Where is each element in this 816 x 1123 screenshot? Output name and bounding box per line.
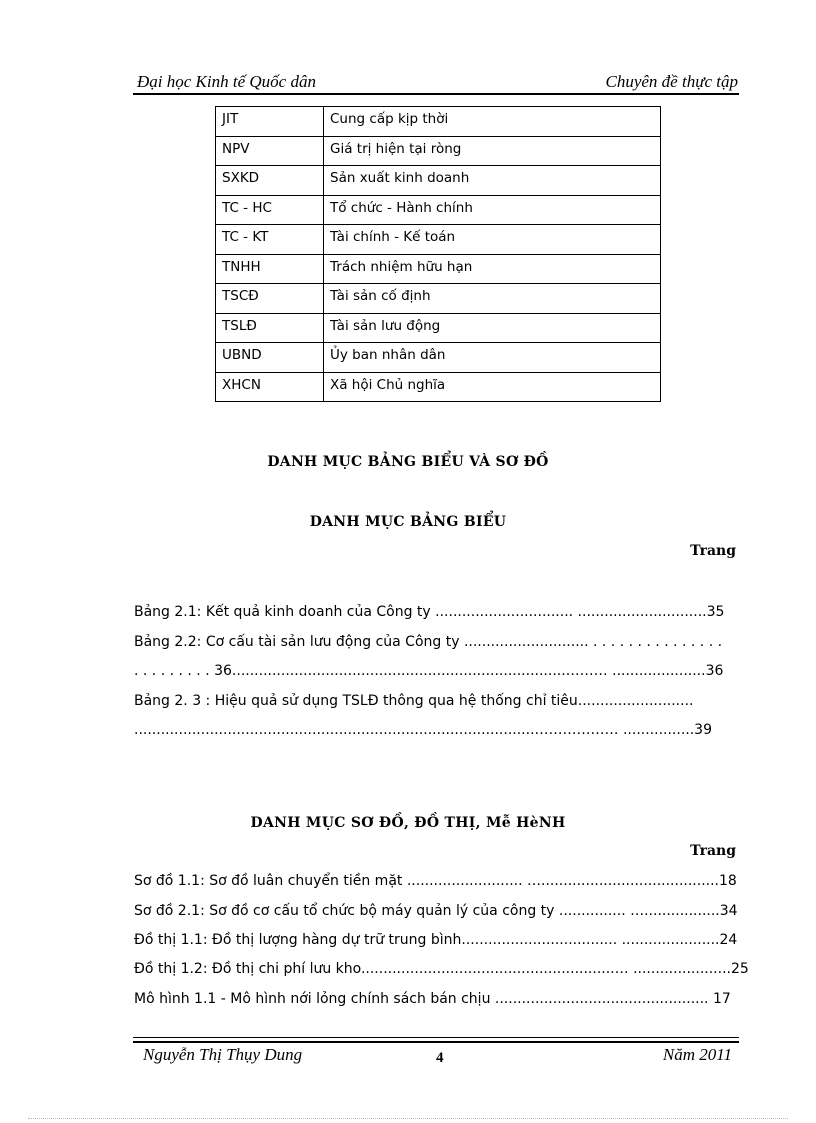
abbr-meaning: Trách nhiệm hữu hạn [324, 254, 661, 284]
table-row [216, 225, 661, 255]
toc-entry-graph-1-2: Đồ thị 1.2: Đồ thị chi phí lưu kho.........................................................… ......................25 [134, 961, 749, 977]
toc-entry-diagram-1-1: Sơ đồ 1.1: Sơ đồ luân chuyển tiền mặt .......................... …........................................18 [134, 873, 737, 889]
footer-page-number: 4 [436, 1050, 444, 1066]
abbr-code: TNHH [216, 254, 324, 284]
toc-entry-graph-1-1: Đồ thị 1.1: Đồ thị lượng hàng dự trữ trung bình................................... ......................24 [134, 932, 738, 948]
abbr-code: UBND [216, 343, 324, 373]
abbr-code: TSCĐ [216, 284, 324, 314]
table-row [216, 254, 661, 284]
table-row [216, 372, 661, 402]
abbr-meaning: Giá trị hiện tại ròng [324, 136, 661, 166]
abbr-meaning: Sản xuất kinh doanh [324, 166, 661, 196]
tables-section-heading: DANH MỤC BẢNG BIỂU [309, 514, 507, 530]
footer-author: Nguyễn Thị Thụy Dung [143, 1045, 303, 1064]
abbr-code: TC - KT [216, 225, 324, 255]
footer-rule-thick [133, 1041, 739, 1043]
abbr-code: NPV [216, 136, 324, 166]
toc-entry-diagram-2-1: Sơ đồ 2.1: Sơ đồ cơ cấu tổ chức bộ máy quản lý của công ty ............... ….................34 [134, 903, 738, 919]
abbr-meaning: Tổ chức - Hành chính [324, 195, 661, 225]
table-row [216, 136, 661, 166]
table-row [216, 107, 661, 137]
footer-year: Năm 2011 [662, 1045, 732, 1064]
header-university: Đại học Kinh tế Quốc dân [137, 72, 316, 91]
table-row [216, 313, 661, 343]
page-bottom-border [28, 1118, 788, 1119]
abbr-meaning: Tài sản lưu động [324, 313, 661, 343]
figures-page-label: Trang [690, 843, 736, 859]
toc-entry-table-2-1: Bảng 2.1: Kết quả kinh doanh của Công ty ............................... .............................35 [134, 604, 725, 620]
header-rule [133, 93, 739, 95]
abbr-code: TSLĐ [216, 313, 324, 343]
abbr-code: XHCN [216, 372, 324, 402]
toc-entry-model-1-1: Mô hình 1.1 - Mô hình nới lỏng chính sách bán chịu ................................................ 17 [134, 991, 731, 1007]
main-heading: DANH MỤC BẢNG BIỂU VÀ SƠ ĐỒ [267, 454, 549, 470]
header-report-type: Chuyên đề thực tập [605, 72, 738, 91]
abbr-meaning: Xã hội Chủ nghĩa [324, 372, 661, 402]
figures-section-heading: DANH MỤC SƠ ĐỒ, ĐỒ THỊ, Mễ HèNH [250, 815, 566, 831]
abbr-code: TC - HC [216, 195, 324, 225]
footer-rule-thin [133, 1037, 739, 1038]
abbr-code: SXKD [216, 166, 324, 196]
abbr-code: JIT [216, 107, 324, 137]
table-row [216, 284, 661, 314]
toc-entry-table-2-2: Bảng 2.2: Cơ cấu tài sản lưu động của Công ty ............................ . . . . . . . . . . . . . . . [134, 634, 723, 650]
toc-entry-table-2-2-cont: . . . . . . . . . 36...........................................................................……… .....................36 [134, 663, 724, 679]
table-row [216, 195, 661, 225]
abbr-meaning: Tài sản cố định [324, 284, 661, 314]
toc-entry-table-2-3-cont: ..........................................................................................……………… ................39 [134, 722, 712, 738]
table-row [216, 166, 661, 196]
table-row [216, 343, 661, 373]
abbr-meaning: Ủy ban nhân dân [324, 343, 661, 373]
abbr-meaning: Tài chính - Kế toán [324, 225, 661, 255]
tables-page-label: Trang [690, 543, 736, 559]
abbreviation-table [215, 106, 661, 402]
abbr-meaning: Cung cấp kịp thời [324, 107, 661, 137]
toc-entry-table-2-3: Bảng 2. 3 : Hiệu quả sử dụng TSLĐ thông qua hệ thống chỉ tiêu.......................... [134, 693, 694, 709]
